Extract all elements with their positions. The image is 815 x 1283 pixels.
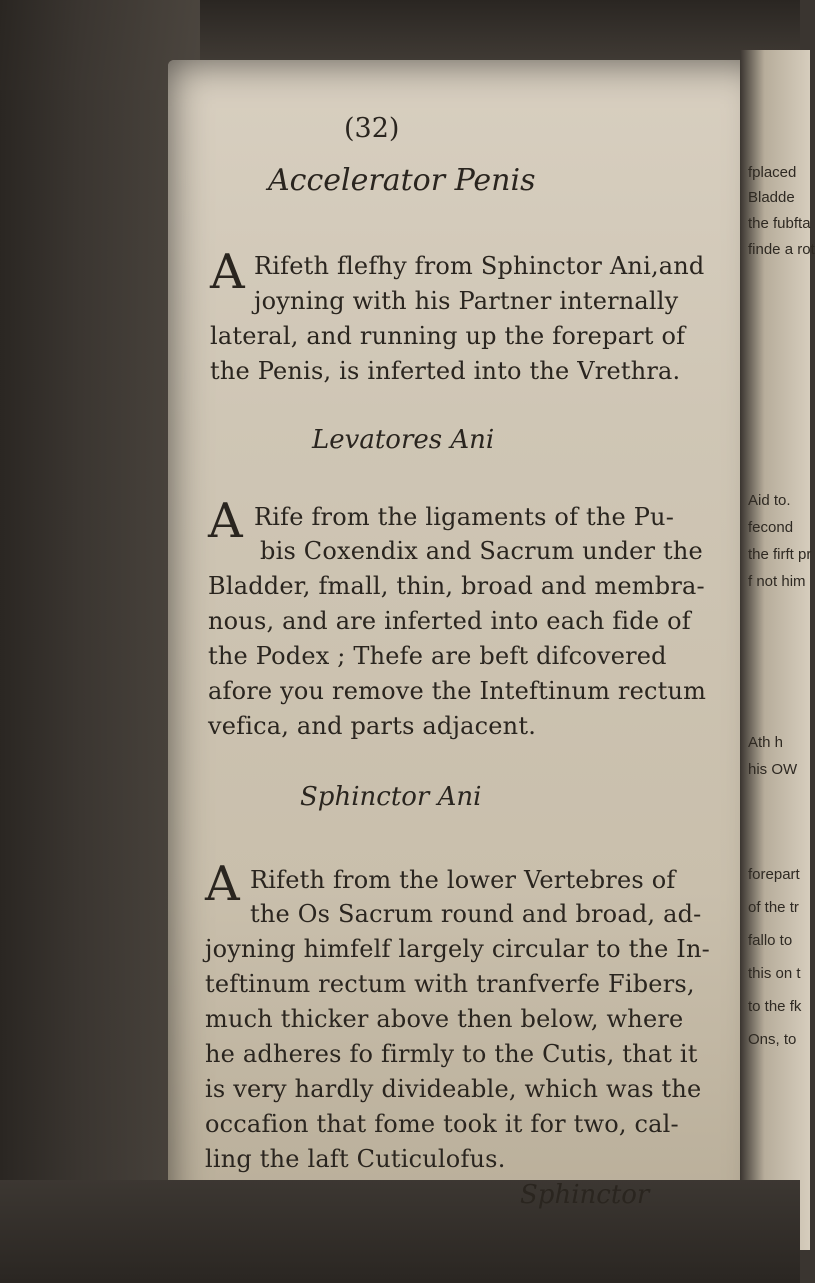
catchword: Sphinctor (520, 1180, 650, 1210)
margin-fragment: finde a rot (748, 241, 815, 258)
section-3-initial: A (205, 856, 240, 912)
section-1-line-3: lateral, and running up the forepart of (210, 322, 686, 350)
section-1-initial: A (210, 244, 245, 300)
section-1-line-2: joyning with his Partner internally (254, 287, 679, 315)
margin-fragment: Ath h (748, 734, 784, 751)
margin-fragment: of the tr (748, 899, 799, 916)
bottom-shadow (0, 1180, 800, 1283)
margin-fragment: this on t (748, 965, 801, 982)
section-3-line-4: teftinum rectum with tranfverfe Fibers, (205, 970, 695, 998)
margin-fragment: Ons, to (748, 1031, 797, 1048)
section-2-line-2: bis Coxendix and Sacrum under the (260, 537, 703, 565)
section-3-line-7: is very hardly divideable, which was the (205, 1075, 702, 1103)
heading-levatores: Levatores Ani (312, 425, 495, 455)
section-3-line-9: ling the laft Cuticulofus. (205, 1145, 506, 1173)
margin-fragment: Bladde (748, 189, 795, 206)
section-2-line-7: vefica, and parts adjacent. (208, 712, 537, 740)
heading-sphinctor: Sphinctor Ani (300, 782, 482, 812)
section-3-line-3: joyning himfelf largely circular to the In- (205, 935, 710, 963)
margin-fragment: to the fk (748, 998, 802, 1015)
margin-fragment: fallo to (748, 932, 793, 949)
section-3-line-6: he adheres fo firmly to the Cutis, that it (205, 1040, 698, 1068)
section-2-line-4: nous, and are inferted into each fide of (208, 607, 691, 635)
running-head (268, 163, 536, 198)
section-1-line-1: Rifeth flefhy from Sphinctor Ani,and (254, 252, 705, 280)
margin-fragment: the fubfta (748, 215, 811, 232)
section-3-line-8: occafion that fome took it for two, cal- (205, 1110, 679, 1138)
section-3-line-5: much thicker above then below, where (205, 1005, 684, 1033)
margin-fragment: fecond (748, 519, 794, 536)
margin-fragment: Aid to. (748, 492, 791, 509)
margin-fragment: f not him (748, 573, 806, 590)
running-head-text: Accelerator Penis (268, 163, 536, 198)
margin-fragment: the firft pr (748, 546, 812, 563)
margin-fragment: forepart (748, 866, 800, 883)
section-3-line-2: the Os Sacrum round and broad, ad- (250, 900, 702, 928)
section-3-line-1: Rifeth from the lower Vertebres of (250, 866, 676, 894)
margin-fragment: fplaced (748, 164, 797, 181)
section-1-line-4: the Penis, is inferted into the Vrethra. (210, 357, 681, 385)
section-2-initial: A (208, 493, 243, 549)
section-2-line-6: afore you remove the Inteftinum rectum (208, 677, 707, 705)
section-2-line-5: the Podex ; Thefe are beft difcovered (208, 642, 667, 670)
section-2-line-3: Bladder, fmall, thin, broad and membra- (208, 572, 705, 600)
margin-fragment: his OW (748, 761, 798, 778)
section-2-line-1: Rife from the ligaments of the Pu- (254, 503, 675, 531)
page-number: (32) (344, 113, 400, 144)
